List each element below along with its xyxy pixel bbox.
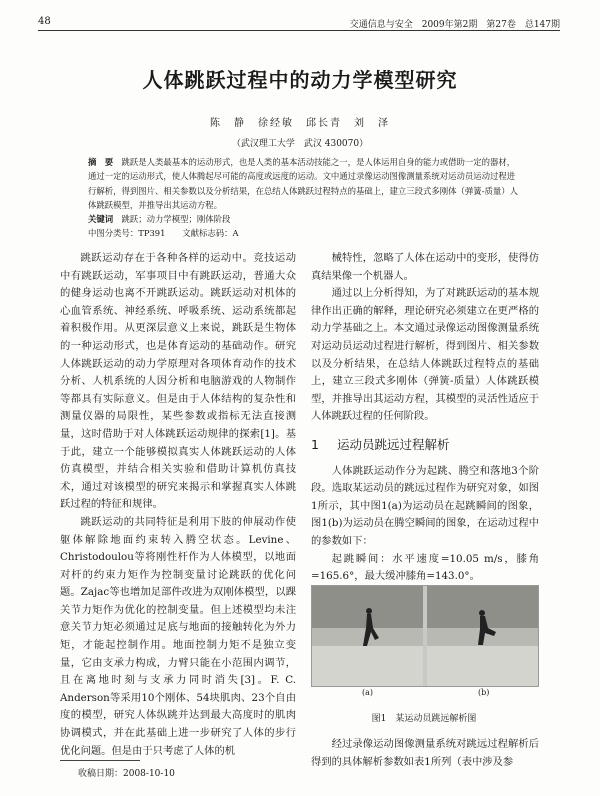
running-header: [38, 14, 560, 31]
takeoff-params: 起跳瞬间：水平速度=10.05 m/s，膝角=165.6°，最大缓冲膝角=143.0°。: [311, 552, 539, 583]
abstract-paragraph: [88, 155, 520, 212]
right-column: [311, 250, 539, 638]
section-number: 1: [311, 436, 319, 452]
figure-photo-composite: [312, 586, 538, 686]
classification-line: 中图分类号：TP391 文献标志码：A: [88, 228, 239, 239]
figure-photos: [311, 585, 539, 687]
post-figure-paragraph: 经过录像运动图像测量系统对跳远过程解析后得到的具体解析参数如表1所列（表中涉及参: [311, 738, 539, 768]
section-heading: [311, 436, 539, 454]
athlete-a-head: [366, 608, 372, 614]
section-paragraph: 人体跳跃运动作分为起跳、腾空和落地3个阶段。选取某运动员的跳远过程作为研究对象，如图1所示，其中图1(a)为运动员在起跳瞬间的图象，图1(b)为运动员在腾空瞬间的图象，在运动过程中的参数如下：: [311, 464, 539, 547]
photo-b-track: [427, 646, 538, 686]
photo-a-track: [312, 646, 423, 686]
journal-info: 交通信息与安全 2009年第2期 第27卷 总147期: [349, 20, 560, 30]
athlete-b-head: [479, 610, 485, 616]
keywords-text: 跳跃；动力学模型；刚体阶段: [121, 214, 231, 225]
author-list: 陈 静 徐经敏 邱长青 刘 泽: [210, 118, 390, 129]
received-date: 收稿日期：2008-10-10: [78, 769, 175, 779]
footnote-rule: [60, 760, 140, 761]
summary-paragraph: 通过以上分析得知，为了对跳跃运动的基本规律作出正确的解释，理论研究必须建立在更严格的动力学基础之上。本文通过录像运动图像测量系统对运动员运动过程进行解析，得到图片、相关参数以及分析结果，在总结人体跳跃过程特点的基础上，建立三段式多刚体（弹簧-质量）人体跳跃模型，并推导出其运动方程，其模型的灵活性适应于人体跳跃过程的任何阶段。: [311, 287, 539, 423]
section-title: 运动员跳远过程解析: [337, 436, 450, 452]
abstract-block: [88, 155, 520, 241]
page-number: 48: [38, 16, 51, 27]
keywords-line: [88, 212, 520, 226]
review-paragraph: 跳跃运动的共同特征是利用下肢的伸展动作使躯体解除地面约束转入腾空状态。Levine、Christodoulou等将刚性杆作为人体模型，以地面对杆的约束力矩作为控制变量讨论跳跃的优化问题。Zajac等也增加足部件改进为双刚体模型，以踝关节力矩作为优化的控制变量。但上述模型均未注意关节力矩必须通过足底与地面的接触转化为外力矩，才能起控制作用。地面控制力矩不是独立变量，它由支承力构成，力臂只能在小范围内调节，且在离地时刻与支承力同时消失[3]。F. C. Anderson等采用10个刚体、54块肌肉、23个自由度的模型，研究人体纵跳并达到最大高度时的肌肉协调模式，并在此基础上进一步研究了人体的步行优化问题。但是由于只考虑了人体的机: [60, 515, 296, 757]
subfigure-b-label: (b): [478, 688, 490, 697]
continuation-paragraph: 械特性，忽略了人体在运动中的变形，使得仿真结果像一个机器人。: [311, 252, 539, 282]
paper-title: 人体跳跃过程中的动力学模型研究: [142, 68, 458, 92]
left-column: [60, 250, 296, 760]
abstract-text: 跳跃是人类最基本的运动形式，也是人类的基本活动技能之一，是人体运用自身的能力或借助一定的器材，通过一定的运动形式，使人体腾起尽可能的高度或远度的运动。文中通过录像运动图像测量系统对运动员运动过程进行解析，得到图片、相关参数以及分析结果，在总结人体跳跃过程特点的基础上，建立三段式多刚体（弹簧-质量）人体跳跃模型，并推导出其运动方程。: [88, 157, 518, 210]
affiliation: （武汉理工大学 武汉 430070）: [231, 139, 369, 149]
subfigure-a-label: (a): [362, 688, 374, 697]
intro-paragraph: 跳跃运动存在于各种各样的运动中。竞技运动中有跳跃运动，军事项目中有跳跃运动，普通大众的健身运动也离不开跳跃运动。跳跃运动对机体的心血管系统、神经系统、呼吸系统、运动系统都起着积极作用。从更深层意义上来说，跳跃是生物体的一种运动形式，也是体育运动的基础动作。研究人体跳跃运动的动力学原理对各项体育动作的技术分析、人机系统的人因分析和电脑游戏的人物制作等都具有实际意义。但是由于人体结构的复杂性和测量仪器的局限性，某些参数或指标无法直接测量，这时借助于对人体跳跃运动规律的探索[1]。基于此，建立一个能够模拟真实人体跳跃运动的人体仿真模型，并结合相关实验和借助计算机仿真技术，通过对该模型的研究来揭示和掌握真实人体跳跃过程的特征和规律。: [60, 252, 296, 511]
abstract-label: 摘 要: [88, 157, 114, 167]
figure-caption: 图1 某运动员跳远解析图: [371, 714, 477, 724]
keywords-label: 关键词: [88, 214, 114, 225]
